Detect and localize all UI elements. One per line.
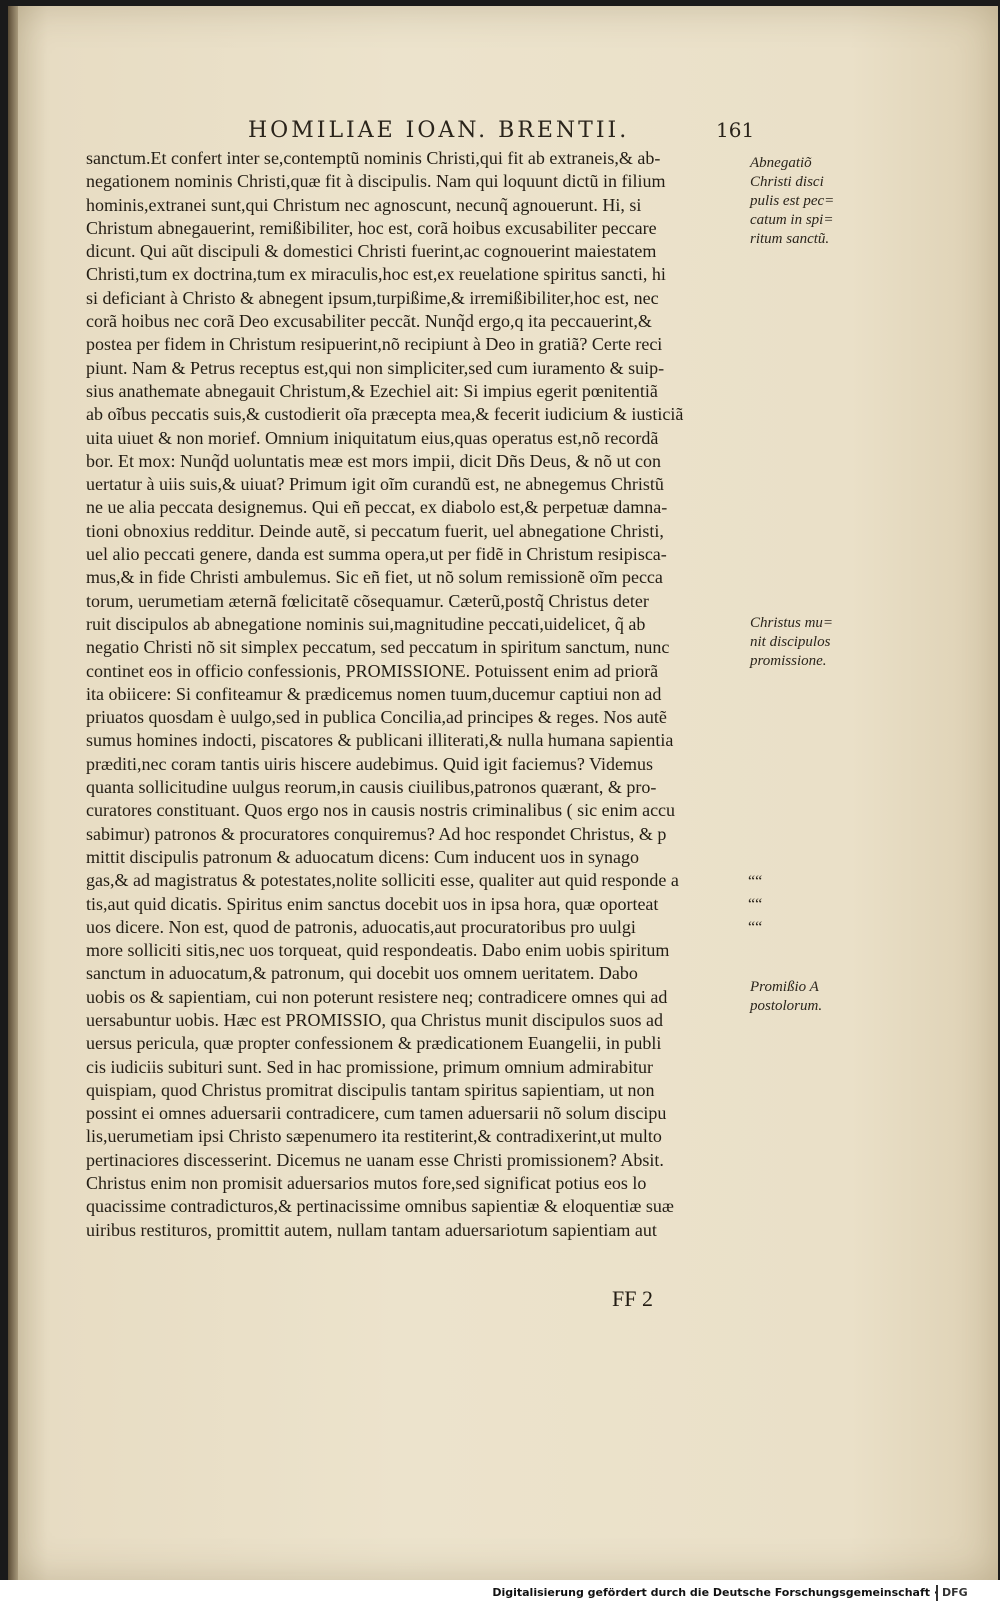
margin-note-line: catum in spi= xyxy=(750,212,834,228)
folio-number: 161 xyxy=(716,118,755,142)
scanned-page xyxy=(8,6,998,1580)
text-line: præditi,nec coram tantis uiris hiscere audebimus. Quid igit faciemus? Videmus xyxy=(86,753,653,774)
quote-mark: ““ xyxy=(748,896,763,913)
text-line: quispiam, quod Christus promitrat discipulis tantam spiritus sapientiam, ut non xyxy=(86,1079,655,1100)
text-line: Christus enim non promisit aduersarios mutos fore,sed significat potius eos lo xyxy=(86,1173,647,1194)
text-line: ab oĩbus peccatis suis,& custodierit oĩa præcepta mea,& fecerit iudicium & iusticiã xyxy=(86,404,684,425)
margin-note-line: promissione. xyxy=(750,653,827,669)
text-line: pertinaciores discesserint. Dicemus ne uanam esse Christi promissionem? Absit. xyxy=(86,1149,664,1170)
margin-note-christus xyxy=(750,614,846,671)
text-line: sius anathemate abnegauit Christum,& Ezechiel ait: Si impius egerit pœnitentiã xyxy=(86,380,658,401)
margin-note-line: Christus mu= xyxy=(750,615,834,631)
text-line: sanctum.Et confert inter se,contemptũ nominis Christi,qui fit ab extraneis,& ab- xyxy=(86,148,661,168)
text-line: uersus pericula, quæ propter confessionem & prædicationem Euangelii, in publi xyxy=(86,1033,662,1054)
quote-mark: ““ xyxy=(748,873,763,890)
margin-note-line: nit discipulos xyxy=(750,634,831,650)
margin-note-line: pulis est pec= xyxy=(750,193,835,209)
text-line: continet eos in officio confessionis, PROMISSIONE. Potuissent enim ad priorã xyxy=(86,660,659,681)
text-line: cis iudiciis subituri sunt. Sed in hac promissione, primum omnium admirabitur xyxy=(86,1056,653,1077)
footer-bar xyxy=(0,1580,1000,1606)
text-line: bor. Et mox: Nunq̃d uoluntatis meæ est mors impii, dicit Dñs Deus, & nõ ut con xyxy=(86,450,661,471)
text-line: uertatur à uiis suis,& uiuat? Primum igit oĩm curandũ est, ne abnegemus Christũ xyxy=(86,474,664,495)
text-line: ruit discipulos ab abnegatione nominis sui,magnitudine peccati,uidelicet, q̃ ab xyxy=(86,613,646,634)
dfg-logo: DFG xyxy=(936,1585,992,1601)
text-line: postea per fidem in Christum resipuerint,nõ recipiunt à Deo in gratiã? Certe reci xyxy=(86,334,663,355)
margin-note-line: Christi disci xyxy=(750,174,824,190)
margin-note-line: Abnegatiõ xyxy=(750,155,812,171)
margin-note-line: ritum sanctũ. xyxy=(750,231,830,247)
quotation-marks xyxy=(748,870,768,939)
text-line: priuatos quosdam è uulgo,sed in publica Concilia,ad principes & reges. Nos autẽ xyxy=(86,707,667,728)
text-line: more solliciti sitis,nec uos torqueat, quid respondeatis. Dabo enim uobis spiritum xyxy=(86,940,670,961)
text-line: dicunt. Qui aũt discipuli & domestici Christi fuerint,ac cognouerint maiestatem xyxy=(86,241,657,262)
text-line: ne ue alia peccata designemus. Qui eñ peccat, ex diabolo est,& perpetuæ damna- xyxy=(86,497,668,518)
text-line: sumus homines indocti, piscatores & publicani illiterati,& nulla humana sapientia xyxy=(86,730,674,751)
funding-credit: Digitalisierung gefördert durch die Deutsche Forschungsgemeinschaft · xyxy=(492,1586,938,1599)
body-text xyxy=(86,147,746,1242)
text-line: uobis os & sapientiam, cui non poterunt resistere neq; contradicere omnes qui ad xyxy=(86,986,668,1007)
page-edge xyxy=(8,6,18,1580)
text-line: curatores constituant. Quos ergo nos in causis nostris criminalibus ( sic enim accu xyxy=(86,800,676,821)
quote-mark: ““ xyxy=(748,919,763,936)
text-line: ita obiicere: Si confiteamur & prædicemus nomen tuum,ducemur captiui non ad xyxy=(86,683,662,704)
signature-mark: FF 2 xyxy=(612,1286,653,1311)
text-line: sanctum in aduocatum,& patronum, qui docebit uos omnem ueritatem. Dabo xyxy=(86,963,638,984)
text-line: uos dicere. Non est, quod de patronis, aduocatis,aut procuratoribus pro uulgi xyxy=(86,916,636,937)
text-line: corã hoibus nec corã Deo excusabiliter peccãt. Nunq̃d ergo,q ita peccauerint,& xyxy=(86,311,652,332)
text-line: uita uiuet & non morief. Omnium iniquitatum eius,quas operatus est,nõ recordã xyxy=(86,427,659,448)
margin-note-promissio xyxy=(750,978,846,1016)
text-line: possint ei omnes aduersarii contradicere, cum tamen aduersarii nõ solum discipu xyxy=(86,1103,667,1124)
text-line: torum, uerumetiam æternã fœlicitatẽ cõsequamur. Cæterũ,postq̃ Christus deter xyxy=(86,590,649,611)
text-line: si deficiant à Christo & abnegent ipsum,turpißime,& irremißibiliter,hoc est, nec xyxy=(86,287,659,308)
text-line: sabimur) patronos & procuratores conquiremus? Ad hoc respondet Christus, & p xyxy=(86,823,667,844)
text-line: quacissime contradicturos,& pertinacissime omnibus sapientiæ & eloquentiæ suæ xyxy=(86,1196,674,1217)
running-head: HOMILIAE IOAN. BRENTII. xyxy=(248,118,630,143)
margin-note-abnegatio xyxy=(750,154,846,249)
text-line: negatio Christi nõ sit simplex peccatum, sed peccatum in spiritum sanctum, nunc xyxy=(86,637,670,658)
text-line: piunt. Nam & Petrus receptus est,qui non simpliciter,sed cum iuramento & suip- xyxy=(86,357,665,378)
margin-note-line: postolorum. xyxy=(750,998,823,1014)
text-line: Christi,tum ex doctrina,tum ex miraculis,hoc est,ex reuelatione spiritus sancti, hi xyxy=(86,264,666,285)
text-line: uersabuntur uobis. Hæc est PROMISSIO, qua Christus munit discipulos suos ad xyxy=(86,1009,664,1030)
text-line: mittit discipulis patronum & aduocatum dicens: Cum inducent uos in synago xyxy=(86,846,639,867)
text-line: tioni obnoxius redditur. Deinde autẽ, si peccatum fuerit, uel abnegatione Christi, xyxy=(86,520,664,541)
text-line: tis,aut quid dicatis. Spiritus enim sanctus docebit uos in ipsa hora, quæ oporteat xyxy=(86,893,659,914)
text-line: uel alio peccati genere, danda est summa opera,ut per fidẽ in Christum resipisca- xyxy=(86,544,667,565)
text-line: mus,& in fide Christi ambulemus. Sic eñ fiet, ut nõ solum remissionẽ oĩm pecca xyxy=(86,567,663,588)
text-line: hominis,extranei sunt,qui Christum nec agnoscunt, necunq̃ agnouerunt. Hi, si xyxy=(86,194,642,215)
text-line: gas,& ad magistratus & potestates,nolite solliciti esse, qualiter aut quid responde a xyxy=(86,870,679,891)
margin-note-line: Promißio A xyxy=(750,979,819,995)
text-line: quanta sollicitudine uulgus reorum,in causis ciuilibus,patronos quærant, & pro- xyxy=(86,777,657,798)
text-line: uiribus restituros, promittit autem, nullam tantam aduersariotum sapientiam aut xyxy=(86,1219,657,1240)
text-line: negationem nominis Christi,quæ fit à discipulis. Nam qui loquunt dictũ in filium xyxy=(86,171,666,192)
text-line: lis,uerumetiam ipsi Christo sæpenumero ita restiterint,& contradixerint,ut multo xyxy=(86,1126,662,1147)
text-line: Christum abnegauerint, remißibiliter, hoc est, corã hoibus excusabiliter peccare xyxy=(86,217,657,238)
